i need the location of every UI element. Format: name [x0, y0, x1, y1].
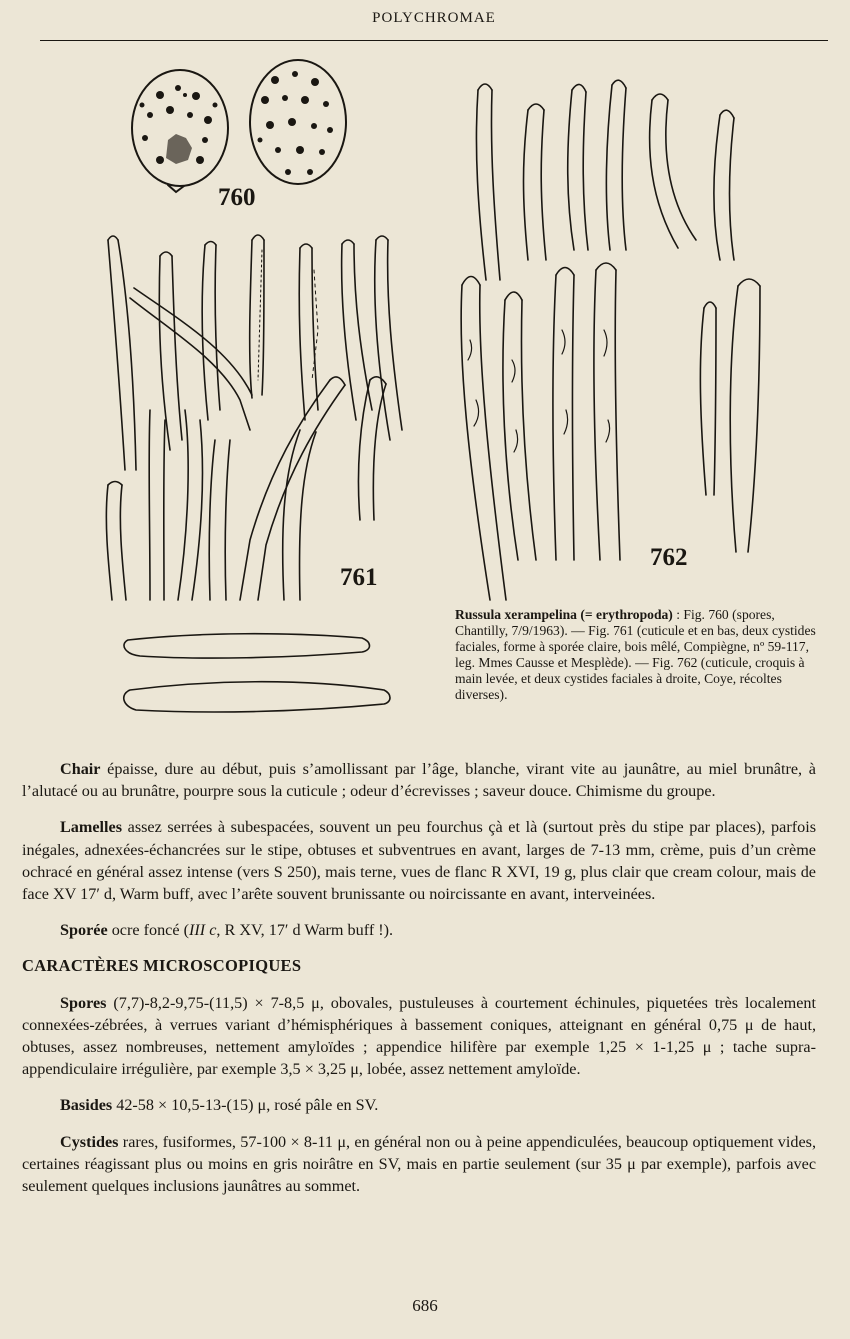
spore-drawing-right — [250, 60, 346, 184]
term-chair: Chair — [60, 760, 101, 778]
paragraph-sporee-text-a: ocre foncé ( — [107, 921, 189, 940]
paragraph-lamelles-text: assez serrées à subespacées, souvent un peu fourchus çà et là (surtout près du stipe par places), parfois inégales, adnexées-échancrées sur le stipe, obtuses et subventrues en avant, larges de 7-13 mm, crème, puis d’un crème ochracé en général assez intense (vers S 250), mais terne, vues de flanc R XVI, 19 g, plus clair que cream colour, mais de face XV 17′ d, Warm buff, avec l’arête souvent brunissante ou noircissante en avant, interveinées. — [22, 818, 816, 904]
paragraph-chair — [22, 758, 816, 802]
page-number: 686 — [412, 1296, 438, 1315]
paragraph-sporee-italic: III c — [189, 921, 217, 940]
section-heading-microscopic: CARACTÈRES MICROSCOPIQUES — [22, 956, 302, 976]
figure-number-760: 760 — [218, 184, 256, 211]
description-text — [22, 758, 816, 1211]
paragraph-chair-text: épaisse, dure au début, puis s’amollissant par l’âge, blanche, virant vite au jaunâtre, au miel brunâtre, à l’alutacé ou au brunâtre, pourpre sous la cuticule ; odeur d’écrevisses ; saveur douce. Chimisme du groupe. — [22, 760, 816, 801]
paragraph-cystides — [22, 1131, 816, 1198]
cuticle-hyphae-drawing-761 — [106, 235, 402, 712]
figure-number-762: 762 — [650, 544, 688, 571]
paragraph-sporee-text-b: , R XV, 17′ d Warm buff !). — [216, 921, 394, 940]
paragraph-lamelles — [22, 816, 816, 905]
term-lamelles: Lamelles — [60, 818, 123, 837]
figure-number-761: 761 — [340, 564, 378, 591]
paragraph-basides — [22, 1094, 816, 1116]
figure-caption — [455, 607, 825, 703]
running-head: POLYCHROMAE — [372, 10, 496, 26]
paragraph-cystides-text: rares, fusiformes, 57-100 × 8-11 μ, en général non ou à peine appendiculées, beaucoup optiquement vides, certaines réagissant plus ou moins en gris noirâtre en SV, mais en partie seulement (sur 35 μ par exemple), parfois avec seulement quelques inclusions jaunâtres au sommet. — [22, 1132, 816, 1196]
paragraph-spores-text: (7,7)-8,2-9,75-(11,5) × 7-8,5 μ, obovales, pustuleuses à courtement échinules, piquetées très localement connexées-zébrées, à verrues variant d’hémisphériques à bassement coniques, atteignant en général 0,75 μ de haut, obtuses, assez nombreuses, nettement amyloïdes ; appendice hilifère par exemple 1,25 × 1-1,25 μ ; tache supra-appendiculaire irrégulière, par exemple 3,5 × 3,25 μ, lobée, assez nettement amyloïde. — [22, 993, 816, 1079]
paragraph-sporee — [22, 919, 816, 941]
paragraph-spores — [22, 992, 816, 1081]
term-spores: Spores — [60, 993, 107, 1012]
paragraph-basides-text: 42-58 × 10,5-13-(15) μ, rosé pâle en SV. — [112, 1096, 379, 1115]
cuticle-hyphae-drawing-762 — [461, 80, 760, 600]
term-basides: Basides — [60, 1096, 113, 1115]
caption-text: : Fig. 760 (spores, Chantilly, 7/9/1963). — Fig. 761 (cuticule et en bas, deux cystides faciales, forme à sporée claire, bois mêlé, Compiègne, nº 59-117, leg. Mmes Causse et Mesplède). — Fig. 762 (cuticule, croquis à main levée, et deux cystides faciales à droite, Coye, récoltes diverses). — [455, 607, 816, 702]
term-sporee: Sporée — [60, 921, 108, 940]
caption-species-name: Russula xerampelina (= erythropoda) — [455, 607, 673, 622]
term-cystides: Cystides — [60, 1132, 119, 1151]
spore-drawing-left — [132, 70, 228, 192]
